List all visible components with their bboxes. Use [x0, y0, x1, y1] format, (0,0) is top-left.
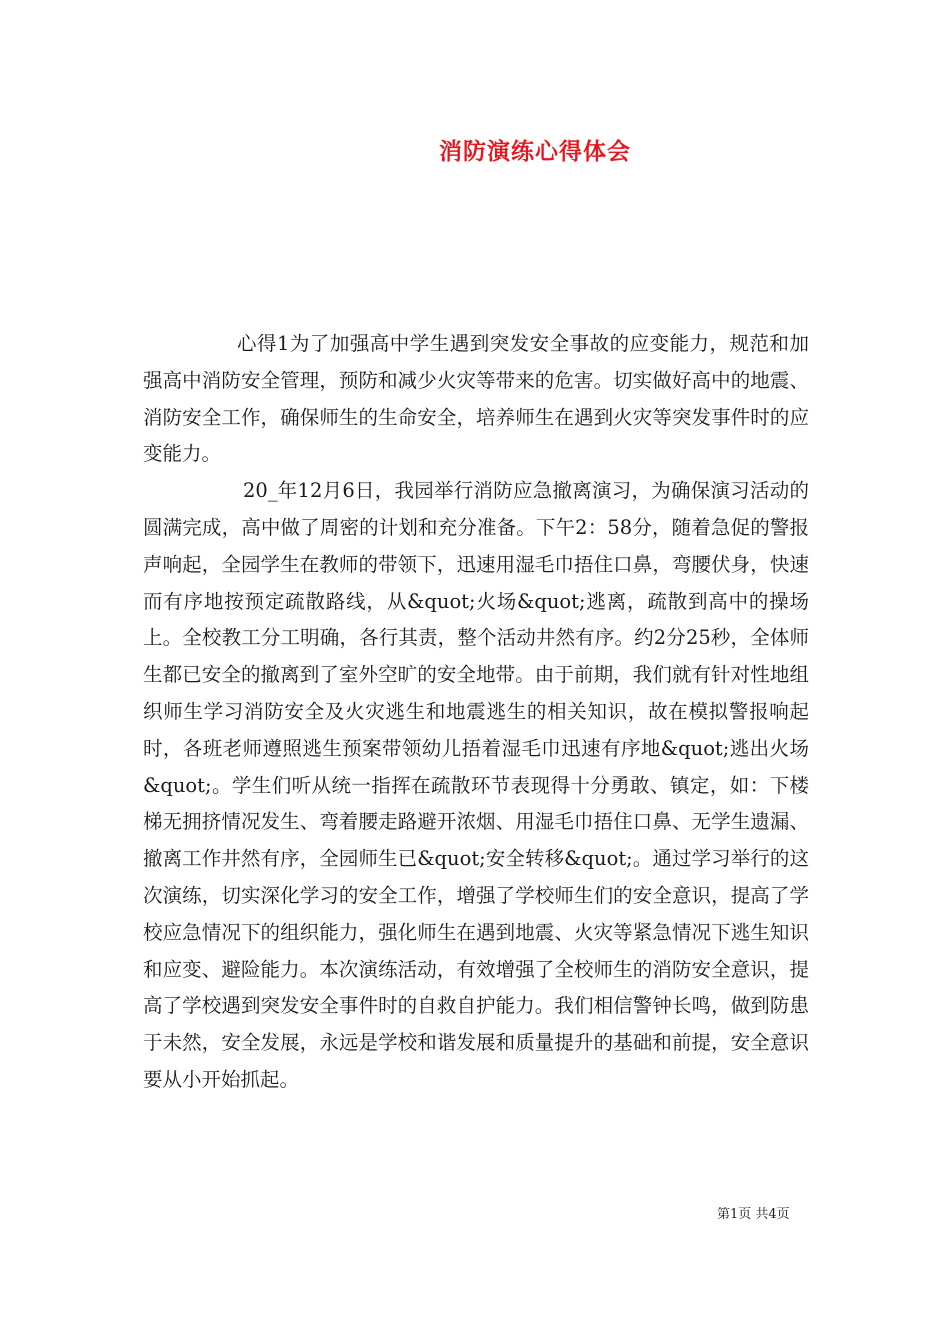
page-footer: 第1页 共4页	[717, 1207, 790, 1222]
document-title: 消防演练心得体会	[439, 138, 631, 165]
paragraph-2: 20_年12月6日，我园举行消防应急撤离演习，为确保演习活动的圆满完成，高中做了周密的计划和充分准备。下午2：58分，随着急促的警报声响起，全园学生在教师的带领下，迅速用湿毛巾捂住口鼻，弯腰伏身，快速而有序地按预定疏散路线，从&quot;火场&quot;逃离，疏散到高中的操场上。全校教工分工明确，各行其责，整个活动井然有序。约2分25秒，全体师生都已安全的撤离到了室外空旷的安全地带。由于前期，我们就有针对性地组织师生学习消防安全及火灾逃生和地震逃生的相关知识，故在模拟警报响起时，各班老师遵照逃生预案带领幼儿捂着湿毛巾迅速有序地&quot;逃出火场&quot;。学生们听从统一指挥在疏散环节表现得十分勇敢、镇定，如：下楼梯无拥挤情况发生、弯着腰走路避开浓烟、用湿毛巾捂住口鼻、无学生遗漏、撤离工作井然有序，全园师生已&quot;安全转移&quot;。通过学习举行的这次演练，切实深化学习的安全工作，增强了学校师生们的安全意识，提高了学校应急情况下的组织能力，强化师生在遇到地震、火灾等紧急情况下逃生知识和应变、避险能力。本次演练活动，有效增强了全校师生的消防安全意识，提高了学校遇到突发安全事件时的自救自护能力。我们相信警钟长鸣，做到防患于未然，安全发展，永远是学校和谐发展和质量提升的基础和前提，安全意识要从小开始抓起。	[143, 479, 809, 1091]
paragraph-1: 心得1为了加强高中学生遇到突发安全事故的应变能力，规范和加强高中消防安全管理，预防和减少火灾等带来的危害。切实做好高中的地震、消防安全工作，确保师生的生命安全，培养师生在遇到火灾等突发事件时的应变能力。	[143, 332, 809, 466]
document-body	[143, 326, 809, 1099]
